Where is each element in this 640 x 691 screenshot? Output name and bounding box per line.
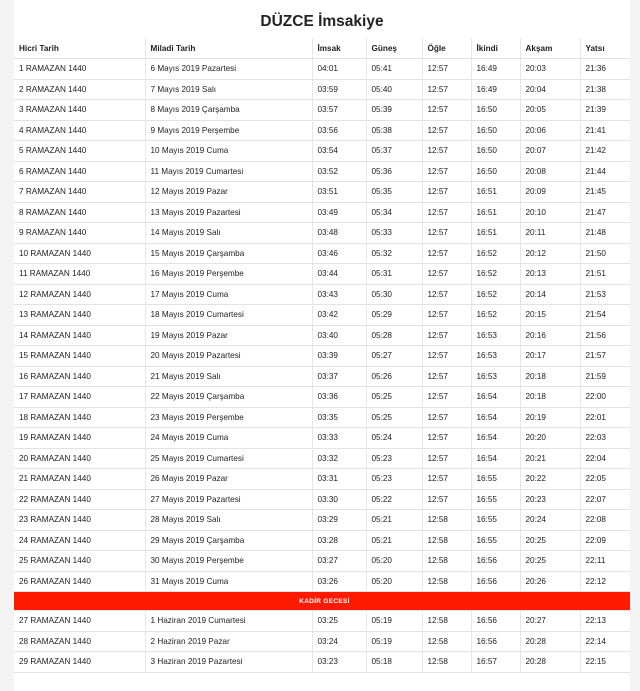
aksam-cell: 20:19 bbox=[520, 407, 580, 428]
hicri-tarih-cell: 15 RAMAZAN 1440 bbox=[14, 346, 145, 367]
header-aksam: Akşam bbox=[520, 38, 580, 59]
yatsi-cell: 21:42 bbox=[580, 141, 630, 162]
ogle-cell: 12:57 bbox=[422, 141, 471, 162]
hicri-tarih-cell: 13 RAMAZAN 1440 bbox=[14, 305, 145, 326]
gunes-cell: 05:23 bbox=[366, 448, 422, 469]
ikindi-cell: 16:56 bbox=[471, 551, 520, 572]
ogle-cell: 12:58 bbox=[422, 551, 471, 572]
ogle-cell: 12:57 bbox=[422, 59, 471, 80]
ogle-cell: 12:57 bbox=[422, 79, 471, 100]
imsak-cell: 03:52 bbox=[312, 161, 366, 182]
miladi-tarih-cell: 9 Mayıs 2019 Perşembe bbox=[145, 120, 312, 141]
miladi-tarih-cell: 14 Mayıs 2019 Salı bbox=[145, 223, 312, 244]
gunes-cell: 05:33 bbox=[366, 223, 422, 244]
aksam-cell: 20:20 bbox=[520, 428, 580, 449]
hicri-tarih-cell: 16 RAMAZAN 1440 bbox=[14, 366, 145, 387]
ikindi-cell: 16:56 bbox=[471, 611, 520, 632]
hicri-tarih-cell: 12 RAMAZAN 1440 bbox=[14, 284, 145, 305]
ikindi-cell: 16:52 bbox=[471, 284, 520, 305]
gunes-cell: 05:23 bbox=[366, 469, 422, 490]
table-row bbox=[14, 284, 630, 305]
gunes-cell: 05:19 bbox=[366, 631, 422, 652]
miladi-tarih-cell: 18 Mayıs 2019 Cumartesi bbox=[145, 305, 312, 326]
yatsi-cell: 22:03 bbox=[580, 428, 630, 449]
imsak-cell: 03:42 bbox=[312, 305, 366, 326]
aksam-cell: 20:06 bbox=[520, 120, 580, 141]
miladi-tarih-cell: 8 Mayıs 2019 Çarşamba bbox=[145, 100, 312, 121]
miladi-tarih-cell: 19 Mayıs 2019 Pazar bbox=[145, 325, 312, 346]
miladi-tarih-cell: 2 Haziran 2019 Pazar bbox=[145, 631, 312, 652]
ikindi-cell: 16:49 bbox=[471, 59, 520, 80]
miladi-tarih-cell: 3 Haziran 2019 Pazartesi bbox=[145, 652, 312, 673]
yatsi-cell: 21:53 bbox=[580, 284, 630, 305]
gunes-cell: 05:18 bbox=[366, 652, 422, 673]
yatsi-cell: 21:47 bbox=[580, 202, 630, 223]
table-row bbox=[14, 346, 630, 367]
hicri-tarih-cell: 25 RAMAZAN 1440 bbox=[14, 551, 145, 572]
yatsi-cell: 21:57 bbox=[580, 346, 630, 367]
aksam-cell: 20:27 bbox=[520, 611, 580, 632]
imsak-cell: 03:54 bbox=[312, 141, 366, 162]
table-row bbox=[14, 59, 630, 80]
aksam-cell: 20:16 bbox=[520, 325, 580, 346]
gunes-cell: 05:25 bbox=[366, 387, 422, 408]
imsak-cell: 03:23 bbox=[312, 652, 366, 673]
ikindi-cell: 16:52 bbox=[471, 264, 520, 285]
table-body bbox=[14, 59, 630, 673]
header-imsak: İmsak bbox=[312, 38, 366, 59]
kadir-gecesi-label: KADİR GECESİ bbox=[14, 592, 630, 611]
yatsi-cell: 22:05 bbox=[580, 469, 630, 490]
imsakiye-table bbox=[14, 38, 630, 673]
hicri-tarih-cell: 2 RAMAZAN 1440 bbox=[14, 79, 145, 100]
gunes-cell: 05:25 bbox=[366, 407, 422, 428]
aksam-cell: 20:13 bbox=[520, 264, 580, 285]
yatsi-cell: 22:01 bbox=[580, 407, 630, 428]
imsak-cell: 03:30 bbox=[312, 489, 366, 510]
miladi-tarih-cell: 30 Mayıs 2019 Perşembe bbox=[145, 551, 312, 572]
yatsi-cell: 21:51 bbox=[580, 264, 630, 285]
ogle-cell: 12:57 bbox=[422, 448, 471, 469]
table-row bbox=[14, 243, 630, 264]
gunes-cell: 05:22 bbox=[366, 489, 422, 510]
ikindi-cell: 16:56 bbox=[471, 571, 520, 592]
hicri-tarih-cell: 26 RAMAZAN 1440 bbox=[14, 571, 145, 592]
ikindi-cell: 16:51 bbox=[471, 202, 520, 223]
ikindi-cell: 16:51 bbox=[471, 182, 520, 203]
imsak-cell: 03:25 bbox=[312, 611, 366, 632]
table-row bbox=[14, 202, 630, 223]
imsak-cell: 03:46 bbox=[312, 243, 366, 264]
aksam-cell: 20:10 bbox=[520, 202, 580, 223]
ikindi-cell: 16:54 bbox=[471, 407, 520, 428]
ogle-cell: 12:57 bbox=[422, 223, 471, 244]
hicri-tarih-cell: 19 RAMAZAN 1440 bbox=[14, 428, 145, 449]
gunes-cell: 05:38 bbox=[366, 120, 422, 141]
aksam-cell: 20:26 bbox=[520, 571, 580, 592]
yatsi-cell: 21:39 bbox=[580, 100, 630, 121]
imsak-cell: 03:35 bbox=[312, 407, 366, 428]
gunes-cell: 05:27 bbox=[366, 346, 422, 367]
miladi-tarih-cell: 7 Mayıs 2019 Salı bbox=[145, 79, 312, 100]
table-row bbox=[14, 305, 630, 326]
aksam-cell: 20:05 bbox=[520, 100, 580, 121]
ogle-cell: 12:58 bbox=[422, 530, 471, 551]
gunes-cell: 05:31 bbox=[366, 264, 422, 285]
yatsi-cell: 22:09 bbox=[580, 530, 630, 551]
aksam-cell: 20:25 bbox=[520, 551, 580, 572]
ogle-cell: 12:57 bbox=[422, 305, 471, 326]
ikindi-cell: 16:54 bbox=[471, 428, 520, 449]
aksam-cell: 20:22 bbox=[520, 469, 580, 490]
miladi-tarih-cell: 20 Mayıs 2019 Pazartesi bbox=[145, 346, 312, 367]
gunes-cell: 05:20 bbox=[366, 571, 422, 592]
ogle-cell: 12:57 bbox=[422, 100, 471, 121]
ogle-cell: 12:57 bbox=[422, 202, 471, 223]
gunes-cell: 05:21 bbox=[366, 530, 422, 551]
ogle-cell: 12:57 bbox=[422, 284, 471, 305]
gunes-cell: 05:26 bbox=[366, 366, 422, 387]
ogle-cell: 12:57 bbox=[422, 428, 471, 449]
ikindi-cell: 16:55 bbox=[471, 489, 520, 510]
ogle-cell: 12:57 bbox=[422, 489, 471, 510]
hicri-tarih-cell: 23 RAMAZAN 1440 bbox=[14, 510, 145, 531]
miladi-tarih-cell: 16 Mayıs 2019 Perşembe bbox=[145, 264, 312, 285]
ikindi-cell: 16:50 bbox=[471, 100, 520, 121]
table-row bbox=[14, 141, 630, 162]
table-row bbox=[14, 100, 630, 121]
ogle-cell: 12:57 bbox=[422, 264, 471, 285]
ikindi-cell: 16:49 bbox=[471, 79, 520, 100]
table-row bbox=[14, 182, 630, 203]
aksam-cell: 20:12 bbox=[520, 243, 580, 264]
ogle-cell: 12:57 bbox=[422, 346, 471, 367]
imsak-cell: 03:44 bbox=[312, 264, 366, 285]
ikindi-cell: 16:52 bbox=[471, 243, 520, 264]
aksam-cell: 20:04 bbox=[520, 79, 580, 100]
miladi-tarih-cell: 25 Mayıs 2019 Cumartesi bbox=[145, 448, 312, 469]
header-ogle: Öğle bbox=[422, 38, 471, 59]
ogle-cell: 12:57 bbox=[422, 407, 471, 428]
aksam-cell: 20:24 bbox=[520, 510, 580, 531]
hicri-tarih-cell: 29 RAMAZAN 1440 bbox=[14, 652, 145, 673]
hicri-tarih-cell: 21 RAMAZAN 1440 bbox=[14, 469, 145, 490]
table-row bbox=[14, 264, 630, 285]
imsak-cell: 03:32 bbox=[312, 448, 366, 469]
yatsi-cell: 22:11 bbox=[580, 551, 630, 572]
table-row bbox=[14, 161, 630, 182]
ikindi-cell: 16:50 bbox=[471, 161, 520, 182]
yatsi-cell: 21:56 bbox=[580, 325, 630, 346]
ogle-cell: 12:57 bbox=[422, 120, 471, 141]
hicri-tarih-cell: 18 RAMAZAN 1440 bbox=[14, 407, 145, 428]
ikindi-cell: 16:55 bbox=[471, 530, 520, 551]
hicri-tarih-cell: 7 RAMAZAN 1440 bbox=[14, 182, 145, 203]
aksam-cell: 20:14 bbox=[520, 284, 580, 305]
yatsi-cell: 21:45 bbox=[580, 182, 630, 203]
imsak-cell: 03:51 bbox=[312, 182, 366, 203]
header-ikindi: İkindi bbox=[471, 38, 520, 59]
miladi-tarih-cell: 31 Mayıs 2019 Cuma bbox=[145, 571, 312, 592]
miladi-tarih-cell: 29 Mayıs 2019 Çarşamba bbox=[145, 530, 312, 551]
imsak-cell: 03:37 bbox=[312, 366, 366, 387]
imsak-cell: 03:57 bbox=[312, 100, 366, 121]
imsak-cell: 03:48 bbox=[312, 223, 366, 244]
yatsi-cell: 22:12 bbox=[580, 571, 630, 592]
table-header-row bbox=[14, 38, 630, 59]
table-row bbox=[14, 428, 630, 449]
yatsi-cell: 22:14 bbox=[580, 631, 630, 652]
ikindi-cell: 16:50 bbox=[471, 141, 520, 162]
yatsi-cell: 21:48 bbox=[580, 223, 630, 244]
table-row bbox=[14, 366, 630, 387]
ogle-cell: 12:58 bbox=[422, 611, 471, 632]
yatsi-cell: 22:07 bbox=[580, 489, 630, 510]
miladi-tarih-cell: 23 Mayıs 2019 Perşembe bbox=[145, 407, 312, 428]
ikindi-cell: 16:55 bbox=[471, 469, 520, 490]
table-row bbox=[14, 469, 630, 490]
gunes-cell: 05:36 bbox=[366, 161, 422, 182]
ogle-cell: 12:57 bbox=[422, 243, 471, 264]
ogle-cell: 12:57 bbox=[422, 387, 471, 408]
miladi-tarih-cell: 12 Mayıs 2019 Pazar bbox=[145, 182, 312, 203]
ikindi-cell: 16:57 bbox=[471, 652, 520, 673]
aksam-cell: 20:28 bbox=[520, 652, 580, 673]
miladi-tarih-cell: 24 Mayıs 2019 Cuma bbox=[145, 428, 312, 449]
page-title: DÜZCE İmsakiye bbox=[260, 13, 384, 30]
ikindi-cell: 16:55 bbox=[471, 510, 520, 531]
yatsi-cell: 21:38 bbox=[580, 79, 630, 100]
ikindi-cell: 16:53 bbox=[471, 346, 520, 367]
yatsi-cell: 21:59 bbox=[580, 366, 630, 387]
hicri-tarih-cell: 14 RAMAZAN 1440 bbox=[14, 325, 145, 346]
yatsi-cell: 21:54 bbox=[580, 305, 630, 326]
miladi-tarih-cell: 21 Mayıs 2019 Salı bbox=[145, 366, 312, 387]
miladi-tarih-cell: 26 Mayıs 2019 Pazar bbox=[145, 469, 312, 490]
header-gunes: Güneş bbox=[366, 38, 422, 59]
imsak-cell: 03:31 bbox=[312, 469, 366, 490]
aksam-cell: 20:09 bbox=[520, 182, 580, 203]
imsak-cell: 03:56 bbox=[312, 120, 366, 141]
imsak-cell: 03:24 bbox=[312, 631, 366, 652]
hicri-tarih-cell: 22 RAMAZAN 1440 bbox=[14, 489, 145, 510]
miladi-tarih-cell: 28 Mayıs 2019 Salı bbox=[145, 510, 312, 531]
aksam-cell: 20:03 bbox=[520, 59, 580, 80]
ikindi-cell: 16:51 bbox=[471, 223, 520, 244]
gunes-cell: 05:24 bbox=[366, 428, 422, 449]
table-row bbox=[14, 448, 630, 469]
ikindi-cell: 16:54 bbox=[471, 387, 520, 408]
aksam-cell: 20:21 bbox=[520, 448, 580, 469]
table-row bbox=[14, 489, 630, 510]
hicri-tarih-cell: 28 RAMAZAN 1440 bbox=[14, 631, 145, 652]
table-row bbox=[14, 510, 630, 531]
imsak-cell: 03:39 bbox=[312, 346, 366, 367]
table-row bbox=[14, 551, 630, 572]
hicri-tarih-cell: 4 RAMAZAN 1440 bbox=[14, 120, 145, 141]
hicri-tarih-cell: 6 RAMAZAN 1440 bbox=[14, 161, 145, 182]
gunes-cell: 05:19 bbox=[366, 611, 422, 632]
table-row bbox=[14, 120, 630, 141]
hicri-tarih-cell: 10 RAMAZAN 1440 bbox=[14, 243, 145, 264]
gunes-cell: 05:37 bbox=[366, 141, 422, 162]
ogle-cell: 12:58 bbox=[422, 510, 471, 531]
table-row bbox=[14, 611, 630, 632]
gunes-cell: 05:32 bbox=[366, 243, 422, 264]
ogle-cell: 12:57 bbox=[422, 366, 471, 387]
imsak-cell: 03:33 bbox=[312, 428, 366, 449]
hicri-tarih-cell: 27 RAMAZAN 1440 bbox=[14, 611, 145, 632]
table-row bbox=[14, 652, 630, 673]
gunes-cell: 05:41 bbox=[366, 59, 422, 80]
imsak-cell: 03:40 bbox=[312, 325, 366, 346]
table-row bbox=[14, 223, 630, 244]
imsak-cell: 03:43 bbox=[312, 284, 366, 305]
ikindi-cell: 16:53 bbox=[471, 366, 520, 387]
hicri-tarih-cell: 5 RAMAZAN 1440 bbox=[14, 141, 145, 162]
aksam-cell: 20:23 bbox=[520, 489, 580, 510]
ikindi-cell: 16:56 bbox=[471, 631, 520, 652]
hicri-tarih-cell: 8 RAMAZAN 1440 bbox=[14, 202, 145, 223]
table-row bbox=[14, 387, 630, 408]
imsak-cell: 03:36 bbox=[312, 387, 366, 408]
miladi-tarih-cell: 1 Haziran 2019 Cumartesi bbox=[145, 611, 312, 632]
imsak-cell: 03:27 bbox=[312, 551, 366, 572]
gunes-cell: 05:40 bbox=[366, 79, 422, 100]
yatsi-cell: 22:13 bbox=[580, 611, 630, 632]
hicri-tarih-cell: 24 RAMAZAN 1440 bbox=[14, 530, 145, 551]
ogle-cell: 12:58 bbox=[422, 571, 471, 592]
ogle-cell: 12:57 bbox=[422, 161, 471, 182]
yatsi-cell: 21:36 bbox=[580, 59, 630, 80]
gunes-cell: 05:21 bbox=[366, 510, 422, 531]
gunes-cell: 05:34 bbox=[366, 202, 422, 223]
ikindi-cell: 16:54 bbox=[471, 448, 520, 469]
gunes-cell: 05:39 bbox=[366, 100, 422, 121]
hicri-tarih-cell: 3 RAMAZAN 1440 bbox=[14, 100, 145, 121]
imsak-cell: 03:59 bbox=[312, 79, 366, 100]
aksam-cell: 20:25 bbox=[520, 530, 580, 551]
hicri-tarih-cell: 20 RAMAZAN 1440 bbox=[14, 448, 145, 469]
miladi-tarih-cell: 11 Mayıs 2019 Cumartesi bbox=[145, 161, 312, 182]
gunes-cell: 05:29 bbox=[366, 305, 422, 326]
hicri-tarih-cell: 11 RAMAZAN 1440 bbox=[14, 264, 145, 285]
aksam-cell: 20:18 bbox=[520, 366, 580, 387]
imsak-cell: 03:49 bbox=[312, 202, 366, 223]
yatsi-cell: 21:41 bbox=[580, 120, 630, 141]
ogle-cell: 12:58 bbox=[422, 631, 471, 652]
miladi-tarih-cell: 13 Mayıs 2019 Pazartesi bbox=[145, 202, 312, 223]
miladi-tarih-cell: 15 Mayıs 2019 Çarşamba bbox=[145, 243, 312, 264]
table-row bbox=[14, 79, 630, 100]
ogle-cell: 12:57 bbox=[422, 325, 471, 346]
header-miladi-tarih: Miladi Tarih bbox=[145, 38, 312, 59]
yatsi-cell: 22:04 bbox=[580, 448, 630, 469]
header-yatsi: Yatsı bbox=[585, 43, 605, 53]
miladi-tarih-cell: 17 Mayıs 2019 Cuma bbox=[145, 284, 312, 305]
ikindi-cell: 16:52 bbox=[471, 305, 520, 326]
miladi-tarih-cell: 10 Mayıs 2019 Cuma bbox=[145, 141, 312, 162]
ikindi-cell: 16:50 bbox=[471, 120, 520, 141]
miladi-tarih-cell: 27 Mayıs 2019 Pazartesi bbox=[145, 489, 312, 510]
table-row bbox=[14, 530, 630, 551]
ogle-cell: 12:58 bbox=[422, 652, 471, 673]
imsak-cell: 04:01 bbox=[312, 59, 366, 80]
table-row bbox=[14, 571, 630, 592]
hicri-tarih-cell: 1 RAMAZAN 1440 bbox=[14, 59, 145, 80]
imsak-cell: 03:28 bbox=[312, 530, 366, 551]
table-row bbox=[14, 325, 630, 346]
kadir-gecesi-row bbox=[14, 592, 630, 611]
aksam-cell: 20:18 bbox=[520, 387, 580, 408]
table-row bbox=[14, 407, 630, 428]
imsakiye-page bbox=[14, 0, 630, 691]
gunes-cell: 05:35 bbox=[366, 182, 422, 203]
aksam-cell: 20:08 bbox=[520, 161, 580, 182]
hicri-tarih-cell: 9 RAMAZAN 1440 bbox=[14, 223, 145, 244]
yatsi-cell: 22:00 bbox=[580, 387, 630, 408]
gunes-cell: 05:30 bbox=[366, 284, 422, 305]
aksam-cell: 20:07 bbox=[520, 141, 580, 162]
yatsi-cell: 21:44 bbox=[580, 161, 630, 182]
imsak-cell: 03:26 bbox=[312, 571, 366, 592]
aksam-cell: 20:17 bbox=[520, 346, 580, 367]
miladi-tarih-cell: 22 Mayıs 2019 Çarşamba bbox=[145, 387, 312, 408]
gunes-cell: 05:20 bbox=[366, 551, 422, 572]
ogle-cell: 12:57 bbox=[422, 469, 471, 490]
yatsi-cell: 22:08 bbox=[580, 510, 630, 531]
aksam-cell: 20:15 bbox=[520, 305, 580, 326]
ikindi-cell: 16:53 bbox=[471, 325, 520, 346]
ogle-cell: 12:57 bbox=[422, 182, 471, 203]
hicri-tarih-cell: 17 RAMAZAN 1440 bbox=[14, 387, 145, 408]
yatsi-cell: 22:15 bbox=[580, 652, 630, 673]
yatsi-cell: 21:50 bbox=[580, 243, 630, 264]
gunes-cell: 05:28 bbox=[366, 325, 422, 346]
imsak-cell: 03:29 bbox=[312, 510, 366, 531]
aksam-cell: 20:28 bbox=[520, 631, 580, 652]
miladi-tarih-cell: 6 Mayıs 2019 Pazartesi bbox=[145, 59, 312, 80]
header-hicri-tarih: Hicri Tarih bbox=[14, 38, 145, 59]
table-row bbox=[14, 631, 630, 652]
aksam-cell: 20:11 bbox=[520, 223, 580, 244]
